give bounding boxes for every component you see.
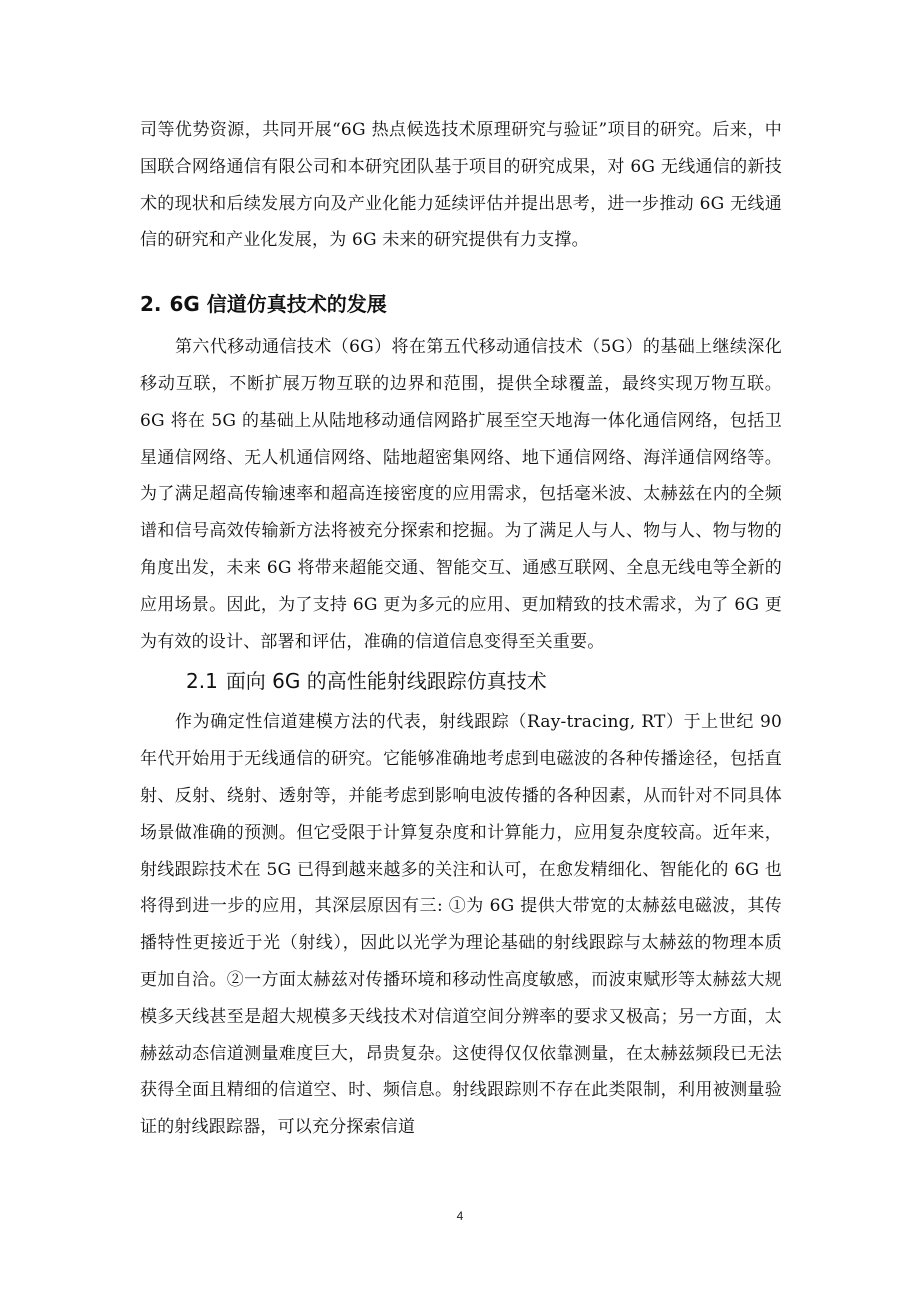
paragraph-continuation: 司等优势资源，共同开展“6G 热点候选技术原理研究与验证”项目的研究。后来，中国联合网络通信有限公司和本研究团队基于项目的研究成果，对 6G 无线通信的新技术的现状和后续发展方向及产业化能力延续评估并提出思考，进一步推动 6G 无线通信的研究和产业化发展，为 6G 未来的研究提供有力支撑。 [140, 120, 782, 251]
paragraph-ray-tracing: 作为确定性信道建模方法的代表，射线跟踪（Ray-tracing, RT）于上世纪 90 年代开始用于无线通信的研究。它能够准确地考虑到电磁波的各种传播途径，包括直射、反射、绕射、透射等，并能考虑到影响电波传播的各种因素，从而针对不同具体场景做准确的预测。但它受限于计算复杂度和计算能力，应用复杂度较高。近年来，射线跟踪技术在 5G 已得到越来越多的关注和认可，在愈发精细化、智能化的 6G 也将得到进一步的应用，其深层原因有三: ①为 6G 提供大带宽的太赫兹电磁波，其传播特性更接近于光（射线），因此以光学为理论基础的射线跟踪与太赫兹的物理本质更加自洽。②一方面太赫兹对传播环境和移动性高度敏感，而波束赋形等太赫兹大规模多天线甚至是超大规模多天线技术对信道空间分辨率的要求又极高；另一方面，太赫兹动态信道测量难度巨大，昂贵复杂。这使得仅仅依靠测量，在太赫兹频段已无法获得全面且精细的信道空、时、频信息。射线跟踪则不存在此类限制，利用被测量验证的射线跟踪器，可以充分探索信道 [140, 712, 782, 1138]
subsection-number: 2.1 [186, 669, 218, 694]
subsection-heading-2-1 [186, 664, 782, 698]
page-number: 4 [456, 1209, 464, 1223]
page-body [140, 112, 782, 1146]
section-heading-2 [140, 287, 782, 321]
subsection-title: 面向 6G 的高性能射线跟踪仿真技术 [225, 669, 547, 694]
paragraph-6g-overview: 第六代移动通信技术（6G）将在第五代移动通信技术（5G）的基础上继续深化移动互联，不断扩展万物互联的边界和范围，提供全球覆盖，最终实现万物互联。6G 将在 5G 的基础上从陆地移动通信网路扩展至空天地海一体化通信网络，包括卫星通信网络、无人机通信网络、陆地超密集网络、地下通信网络、海洋通信网络等。为了满足超高传输速率和超高连接密度的应用需求，包括毫米波、太赫兹在内的全频谱和信号高效传输新方法将被充分探索和挖掘。为了满足人与人、物与人、物与物的角度出发，未来 6G 将带来超能交通、智能交互、通感互联网、全息无线电等全新的应用场景。因此，为了支持 6G 更为多元的应用、更加精致的技术需求，为了 6G 更为有效的设计、部署和评估，准确的信道信息变得至关重要。 [140, 337, 782, 652]
section-title: 6G 信道仿真技术的发展 [169, 292, 387, 317]
section-number: 2. [140, 292, 162, 317]
